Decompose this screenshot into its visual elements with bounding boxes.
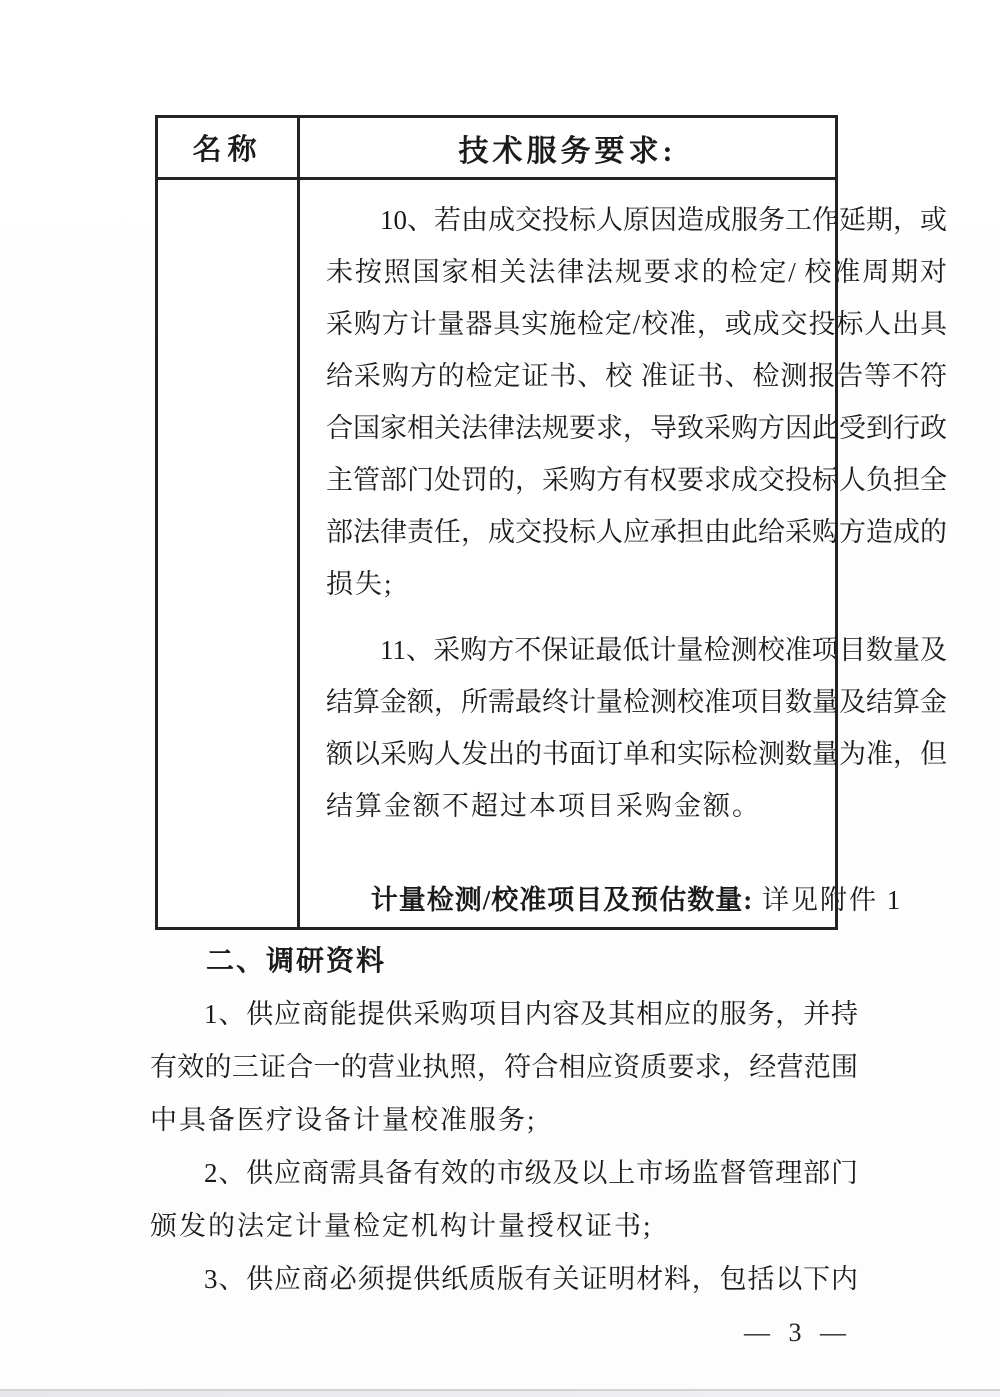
section-heading: 二、调研资料 bbox=[206, 946, 387, 977]
text-line: 10、若由成交投标人原因造成服务工作延期，或 bbox=[380, 205, 947, 235]
text-line: 2、供应商需具备有效的市级及以上市场监督管理部门 bbox=[204, 1158, 858, 1188]
table-header-requirement-cell bbox=[300, 118, 835, 177]
text-line: 主管部门处罚的，采购方有权要求成交投标人负担全 bbox=[326, 465, 947, 495]
table-body-row bbox=[158, 180, 947, 927]
table-header-name-cell bbox=[158, 118, 300, 177]
estimate-quantity-line bbox=[326, 874, 947, 926]
text-line: 采购方计量器具实施检定/校准，或成交投标人出具 bbox=[326, 309, 947, 339]
table-header-row bbox=[158, 118, 835, 180]
table-body-requirement-cell bbox=[300, 180, 969, 927]
text-line: 未按照国家相关法律法规要求的检定/ 校准周期对 bbox=[326, 257, 947, 287]
scan-artifact-bar bbox=[0, 1389, 1000, 1397]
text-line: 1、供应商能提供采购项目内容及其相应的服务，并持 bbox=[204, 999, 858, 1029]
estimate-label: 计量检测/校准项目及预估数量: bbox=[370, 885, 754, 915]
supplier-requirement-2 bbox=[150, 1147, 858, 1253]
text-line: 3、供应商必须提供纸质版有关证明材料，包括以下内 bbox=[204, 1264, 858, 1294]
item11-paragraph bbox=[326, 624, 947, 832]
text-line: 部法律责任，成交投标人应承担由此给采购方造成的 bbox=[326, 517, 947, 547]
item10-paragraph bbox=[326, 194, 947, 610]
survey-materials-section bbox=[150, 935, 858, 1306]
text-line: 11、采购方不保证最低计量检测校准项目数量及 bbox=[380, 635, 947, 665]
table-body-name-cell bbox=[158, 180, 300, 927]
estimate-value: 详见附件 1 bbox=[753, 885, 903, 915]
text-line: 有效的三证合一的营业执照，符合相应资质要求，经营范围 bbox=[150, 1052, 858, 1082]
text-line: 中具备医疗设备计量校准服务; bbox=[150, 1105, 537, 1135]
text-line: 颁发的法定计量检定机构计量授权证书; bbox=[150, 1211, 653, 1241]
name-header-label: 名称 bbox=[192, 134, 263, 166]
page-number: — 3 — bbox=[744, 1318, 852, 1347]
text-line: 给采购方的检定证书、校 准证书、检测报告等不符 bbox=[326, 361, 947, 391]
text-line: 结算金额不超过本项目采购金额。 bbox=[326, 791, 761, 821]
text-line: 合国家相关法律法规要求，导致采购方因此受到行政 bbox=[326, 413, 947, 443]
supplier-requirement-3 bbox=[150, 1253, 858, 1306]
text-line: 损失; bbox=[326, 569, 394, 599]
requirements-table bbox=[155, 115, 947, 930]
text-line: 额以采购人发出的书面订单和实际检测数量为准，但 bbox=[326, 739, 947, 769]
requirement-header-label: 技术服务要求: bbox=[458, 134, 677, 168]
text-line: 结算金额，所需最终计量检测校准项目数量及结算金 bbox=[326, 687, 947, 717]
supplier-requirement-1 bbox=[150, 988, 858, 1147]
